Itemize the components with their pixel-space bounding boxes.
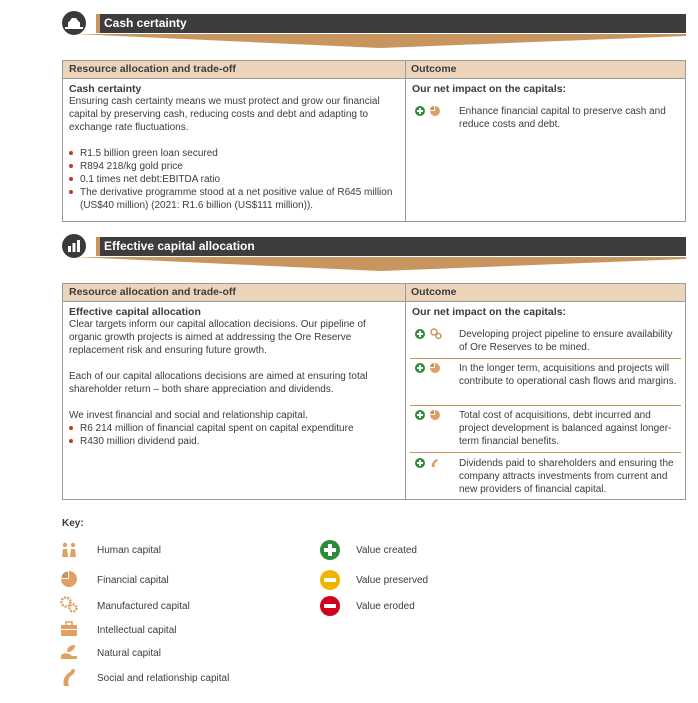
cash-section-header bbox=[96, 14, 686, 33]
cash-header-right: Outcome bbox=[411, 63, 457, 75]
allocation-section-title: Effective capital allocation bbox=[104, 239, 255, 253]
allocation-left-para2: Each of our capital allocations decisions are aimed at ensuring total shareholder return – both share appreciation and dividends. bbox=[69, 371, 368, 395]
intellectual-capital-icon bbox=[60, 621, 78, 637]
key-title: Key: bbox=[62, 518, 84, 529]
cash-left-title: Cash certainty bbox=[69, 83, 142, 95]
cash-header-left: Resource allocation and trade-off bbox=[69, 63, 236, 75]
allocation-right-title: Our net impact on the capitals: bbox=[412, 306, 567, 318]
cash-section-icon bbox=[62, 11, 86, 35]
value-created-icon bbox=[415, 329, 425, 339]
social-capital-icon bbox=[61, 668, 77, 688]
cash-bullet: The derivative programme stood at a net positive value of R645 million (US$40 million) (2021: R1.6 billion (US$111 million)). bbox=[69, 186, 399, 212]
key-financial-capital: Financial capital bbox=[97, 575, 169, 586]
key-intellectual-capital: Intellectual capital bbox=[97, 625, 177, 636]
value-created-icon bbox=[415, 458, 425, 468]
value-eroded-icon bbox=[320, 596, 340, 616]
allocation-table: Resource allocation and trade-off Outcome Effective capital allocation Clear targets inform our capital allocation decisions. Our pipeline of organic growth projects is aimed at addressing the Ore Reserve replacement risk and ensuring future growth. Each of our capital allocations decisions are aimed at ensuring total shareholder return – both share appreciation and dividends. We invest financial and social and relationship capital. R6 214 million of financial capital spent on capital expenditure R430 million dividend paid. Our net impact on the capitals: Developing project pipeline to ensure availability of Ore Reserves to be mined. In the longer term, acquisitions and projects will contribute to operational cash flows and margins. Total cost of acquisitions, debt incurred and project development is balanced against longer-term financial benefits. Dividends paid to shareholders and ensuring the company attracts investments from current and new providers of financial capital. bbox=[62, 283, 686, 500]
social-capital-icon bbox=[430, 457, 440, 469]
cash-right-title: Our net impact on the capitals: bbox=[412, 83, 567, 95]
cash-section-wedge bbox=[75, 34, 686, 48]
allocation-section-wedge bbox=[75, 257, 686, 271]
cash-bullet: 0.1 times net debt:EBITDA ratio bbox=[69, 173, 399, 186]
allocation-left-title: Effective capital allocation bbox=[69, 306, 201, 318]
cash-section-title: Cash certainty bbox=[104, 16, 187, 30]
allocation-header-right: Outcome bbox=[411, 286, 457, 298]
allocation-bullet: R430 million dividend paid. bbox=[69, 435, 399, 448]
allocation-left-para1: Clear targets inform our capital allocation decisions. Our pipeline of organic growth projects is aimed at addressing the Ore Reserve replacement risk and ensuring future growth. bbox=[69, 319, 366, 356]
natural-capital-icon bbox=[60, 644, 78, 660]
value-created-icon bbox=[415, 410, 425, 420]
financial-capital-icon bbox=[430, 410, 440, 420]
value-preserved-icon bbox=[320, 570, 340, 590]
allocation-section-header bbox=[96, 237, 686, 256]
key-value-created: Value created bbox=[356, 545, 417, 556]
human-capital-icon bbox=[60, 542, 78, 558]
financial-capital-icon bbox=[430, 363, 440, 373]
allocation-header-left: Resource allocation and trade-off bbox=[69, 286, 236, 298]
financial-capital-icon bbox=[430, 106, 440, 116]
value-created-icon bbox=[415, 106, 425, 116]
key-value-preserved: Value preserved bbox=[356, 575, 429, 586]
allocation-section-icon bbox=[62, 234, 86, 258]
key-value-eroded: Value eroded bbox=[356, 601, 415, 612]
allocation-left-para3: We invest financial and social and relationship capital. bbox=[69, 410, 308, 421]
cash-left-text: Ensuring cash certainty means we must protect and grow our financial capital by preserving cash, reducing costs and debt and adapting to exchange rate fluctuations. bbox=[69, 96, 380, 133]
value-created-icon bbox=[320, 540, 340, 560]
key-social-capital: Social and relationship capital bbox=[97, 673, 230, 684]
cash-bullet: R894 218/kg gold price bbox=[69, 160, 399, 173]
financial-capital-icon bbox=[61, 571, 77, 587]
manufactured-capital-icon bbox=[59, 596, 79, 614]
allocation-bullet: R6 214 million of financial capital spent on capital expenditure bbox=[69, 422, 399, 435]
value-created-icon bbox=[415, 363, 425, 373]
manufactured-capital-icon bbox=[430, 328, 442, 340]
key-manufactured-capital: Manufactured capital bbox=[97, 601, 190, 612]
key-human-capital: Human capital bbox=[97, 545, 161, 556]
cash-table: Resource allocation and trade-off Outcome Cash certainty Ensuring cash certainty means we must protect and grow our financial capital by preserving cash, reducing costs and debt and adapting to exchange rate fluctuations. R1.5 billion green loan secured R894 218/kg gold price 0.1 times net debt:EBITDA ratio The derivative programme stood at a net positive value of R645 million (US$40 million) (2021: R1.6 billion (US$111 million)). Our net impact on the capitals: Enhance financial capital to preserve cash and reduce costs and debt. bbox=[62, 60, 686, 222]
key-natural-capital: Natural capital bbox=[97, 648, 161, 659]
cash-bullet: R1.5 billion green loan secured bbox=[69, 147, 399, 160]
